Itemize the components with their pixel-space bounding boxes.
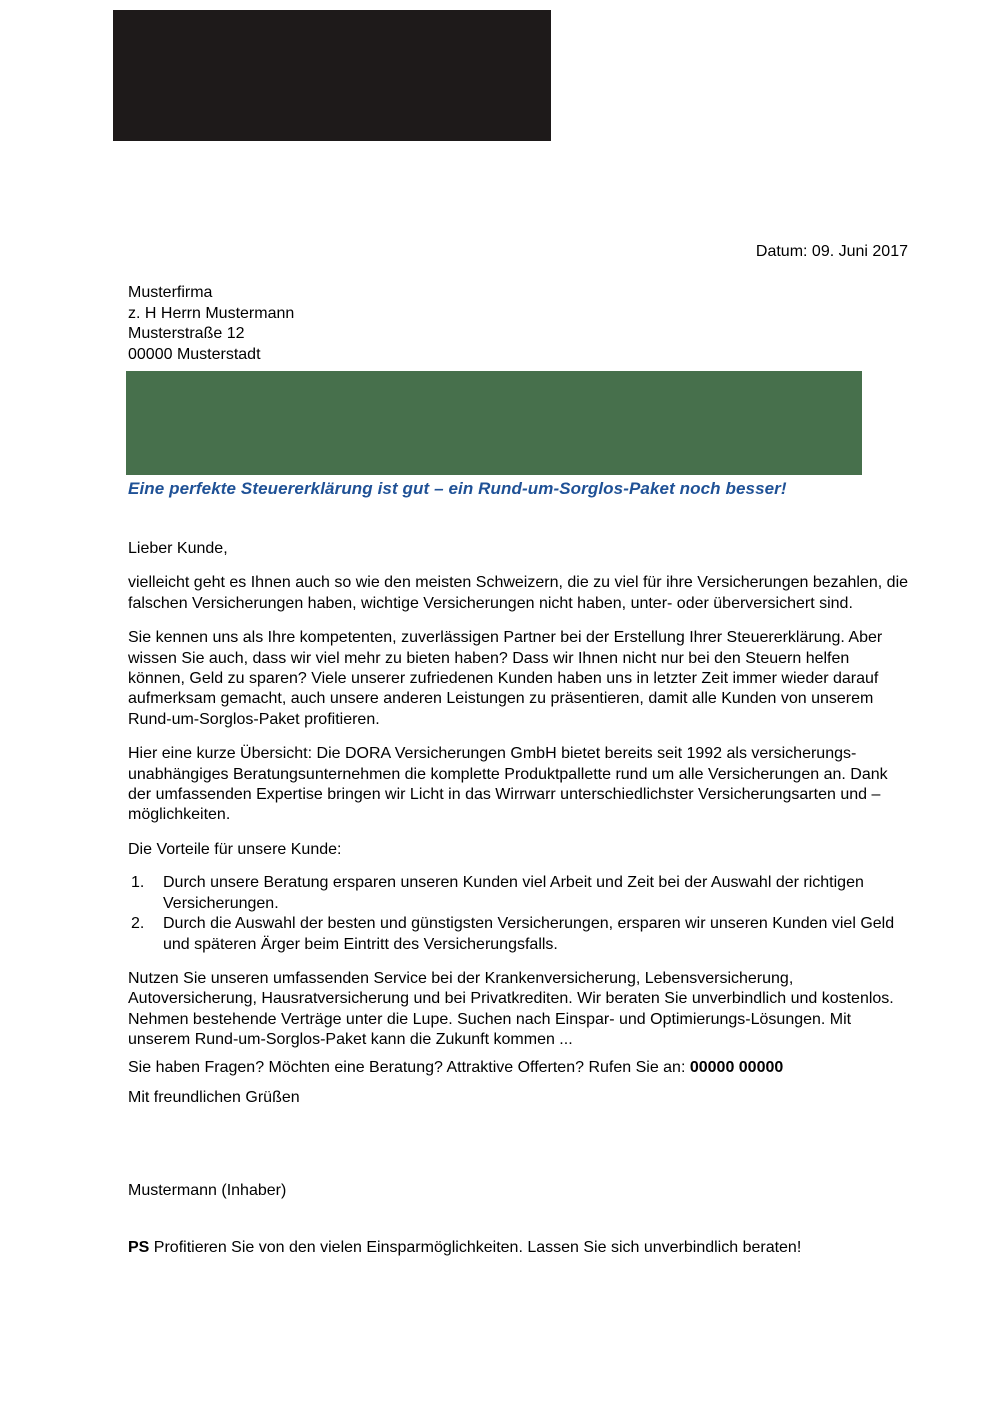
postscript-line	[128, 1238, 801, 1258]
body-paragraph-1: vielleicht geht es Ihnen auch so wie den meisten Schweizern, die zu viel für ihre Versicherungen bezahlen, die falschen Versicherungen haben, wichtige Versicherungen nicht haben, unter- oder überversichert sind.	[128, 574, 909, 612]
signature-name: Mustermann (Inhaber)	[128, 1182, 287, 1199]
promotional-banner-redacted-block	[126, 371, 862, 475]
postscript-label: PS	[128, 1239, 150, 1256]
list-item: Durch die Auswahl der besten und günstigsten Versicherungen, ersparen wir unseren Kunden viel Geld und späteren Ärger beim Eintritt des Versicherungsfalls.	[163, 915, 895, 953]
recipient-line: Musterstraße 12	[128, 325, 245, 342]
recipient-line: 00000 Musterstadt	[128, 345, 261, 363]
list-item: Durch unsere Beratung ersparen unseren Kunden viel Arbeit und Zeit bei der Auswahl der richtigen Versicherungen.	[163, 874, 864, 912]
call-to-action-text: Sie haben Fragen? Möchten eine Beratung? Attraktive Offerten? Rufen Sie an:	[128, 1059, 690, 1076]
advantages-list	[128, 873, 910, 955]
letter-body	[128, 539, 910, 1065]
headline-slogan: Eine perfekte Steuererklärung ist gut – ein Rund-um-Sorglos-Paket noch besser!	[128, 479, 787, 498]
advantages-intro: Die Vorteile für unsere Kunde:	[128, 840, 342, 858]
recipient-line: Musterfirma	[128, 284, 213, 301]
call-to-action-line	[128, 1058, 783, 1078]
salutation: Lieber Kunde,	[128, 540, 228, 557]
letter-date: Datum: 09. Juni 2017	[755, 243, 908, 260]
contact-phone-number: 00000 00000	[689, 1059, 784, 1076]
closing-greeting: Mit freundlichen Grüßen	[128, 1089, 300, 1106]
body-paragraph-3: Hier eine kurze Übersicht: Die DORA Versicherungen GmbH bietet bereits seit 1992 als versicherungs-unabhängiges Beratungsunternehmen die komplette Produktpallette rund um alle Versicherungen an. Dank der umfassenden Expertise bringen wir Licht in das Wirrwarr unterschiedlichster Versicherungsarten und –möglichkeiten.	[128, 745, 888, 824]
recipient-address-block	[128, 283, 294, 365]
body-paragraph-4: Nutzen Sie unseren umfassenden Service bei der Krankenversicherung, Lebensversicherung, Autoversicherung, Hausratversicherung und bei Privatkrediten. Wir beraten Sie unverbindlich und kostenlos. Nehmen bestehende Verträge unter die Lupe. Suchen nach Einspar- und Optimierungs-Lösungen. Mit unserem Rund-um-Sorglos-Paket kann die Zukunft kommen ...	[128, 969, 894, 1049]
company-logo-redacted-block	[113, 10, 551, 141]
recipient-line: z. H Herrn Mustermann	[128, 304, 295, 322]
postscript-text: Profitieren Sie von den vielen Einsparmöglichkeiten. Lassen Sie sich unverbindlich beraten!	[149, 1239, 802, 1256]
body-paragraph-2: Sie kennen uns als Ihre kompetenten, zuverlässigen Partner bei der Erstellung Ihrer Steuererklärung. Aber wissen Sie auch, dass wir viel mehr zu bieten haben? Dass wir Ihnen nicht nur bei den Steuern helfen können, Geld zu sparen? Viele unserer zufriedenen Kunden haben uns in letzter Zeit immer wieder darauf aufmerksam gemacht, auch unsere anderen Leistungen zu präsentieren, damit alle Kunden von unserem Rund-um-Sorglos-Paket profitieren.	[128, 629, 883, 728]
